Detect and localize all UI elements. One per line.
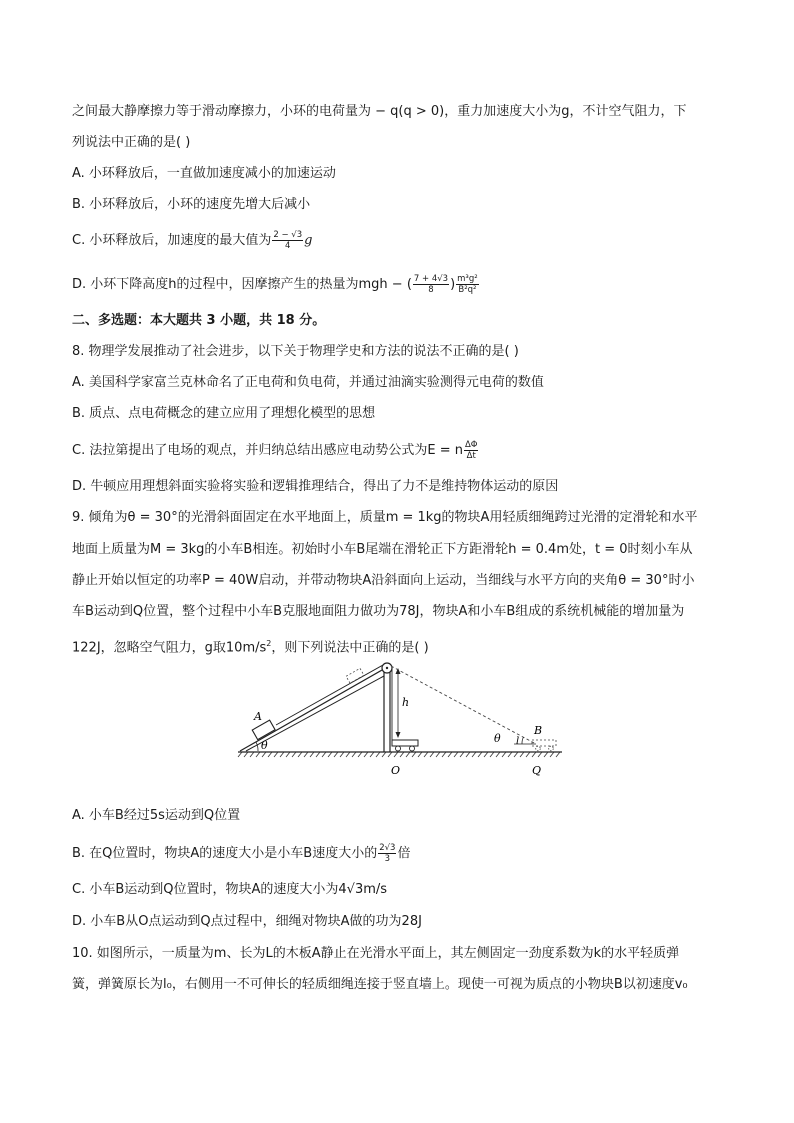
pulley-axle bbox=[386, 667, 388, 669]
q9-stem-line5-text: 122J，忽略空气阻力，g取10m/s bbox=[72, 640, 267, 656]
q10-stem-line1: 10. 如图所示，一质量为m、长为L的木板A静止在光滑水平面上，其左侧固定一劲度系数为k的水平轻质弹 bbox=[72, 946, 680, 961]
q9-option-d: D. 小车B从O点运动到Q点过程中，细绳对物块A做的功为28J bbox=[72, 914, 422, 929]
q7-stem-line2: 列说法中正确的是( ) bbox=[72, 135, 191, 150]
q9-stem-line5 bbox=[72, 634, 732, 658]
fraction-denominator: 8 bbox=[428, 285, 434, 295]
label-theta-rope: θ bbox=[494, 732, 501, 745]
incline-angle-arc bbox=[256, 742, 258, 751]
q8-option-c-text: C. 法拉第提出了电场的观点，并归纳总结出感应电动势公式为E = n bbox=[72, 443, 463, 458]
q7-option-c bbox=[72, 230, 732, 251]
q8-option-b: B. 质点、点电荷概念的建立应用了理想化模型的思想 bbox=[72, 406, 376, 421]
q9-option-b-tail: 倍 bbox=[397, 846, 411, 861]
incline-pulley-figure bbox=[236, 656, 566, 776]
fraction-denominator: Δt bbox=[466, 451, 476, 461]
fraction-numerator: m³g² bbox=[457, 274, 478, 284]
q7-stem-line1: 之间最大静摩擦力等于滑动摩擦力，小环的电荷量为 − q(q > 0)，重力加速度大小为g，不计空气阻力，下 bbox=[72, 104, 687, 119]
q10-stem-line2: 簧，弹簧原长为l₀，右侧用一不可伸长的轻质细绳连接于竖直墙上。现使一可视为质点的小物块B以初速度v₀ bbox=[72, 977, 688, 992]
cart-wheel bbox=[410, 746, 415, 751]
rope-to-q-dashed bbox=[391, 666, 536, 744]
label-h: h bbox=[402, 696, 410, 709]
q9-option-b-text: B. 在Q位置时，物块A的速度大小是小车B速度大小的 bbox=[72, 846, 378, 861]
cart-b-initial bbox=[392, 740, 418, 746]
fraction-numerator: 7 + 4√3 bbox=[413, 274, 449, 284]
q9-stem-line3: 静止开始以恒定的功率P = 40W启动，并带动物块A沿斜面向上运动，当细线与水平方向的夹角θ = 30°时小 bbox=[72, 573, 695, 588]
q7-option-d-paren: ) bbox=[450, 277, 456, 292]
label-b: B bbox=[534, 724, 543, 737]
q9-stem-line2: 地面上质量为M = 3kg的小车B相连。初始时小车B尾端在滑轮正下方距滑轮h = 0.4m处，t = 0时刻小车从 bbox=[72, 542, 693, 557]
q7-option-b: B. 小环释放后，小环的速度先增大后减小 bbox=[72, 197, 311, 212]
q7-option-d bbox=[72, 274, 732, 295]
q7-option-c-unit: g bbox=[304, 233, 313, 248]
q9-option-c: C. 小车B运动到Q位置时，物块A的速度大小为4√3m/s bbox=[72, 882, 388, 897]
q9-stem-line4: 车B运动到Q位置，整个过程中小车B克服地面阻力做功为78J，物块A和小车B组成的系统机械能的增加量为 bbox=[72, 604, 685, 619]
fraction-denominator: B²q² bbox=[458, 285, 477, 295]
section-heading: 二、多选题：本大题共 3 小题，共 18 分。 bbox=[72, 313, 326, 328]
rope-angle-arc bbox=[522, 737, 524, 744]
rope-incline bbox=[276, 665, 383, 725]
cart-b-final bbox=[532, 740, 556, 746]
q9-option-b bbox=[72, 843, 732, 864]
q8-option-c bbox=[72, 440, 732, 461]
cart-wheel-dashed bbox=[549, 746, 554, 751]
label-o: O bbox=[391, 764, 401, 776]
q9-stem-line5-exponent: 2 bbox=[266, 639, 272, 648]
fraction-numerator: ΔΦ bbox=[464, 440, 478, 450]
height-arrow-head-down bbox=[396, 732, 401, 738]
fraction-numerator: 2 − √3 bbox=[273, 230, 303, 240]
label-theta-incline: θ bbox=[261, 739, 268, 752]
q9-option-a: A. 小车B经过5s运动到Q位置 bbox=[72, 808, 241, 823]
q8-option-d: D. 牛顿应用理想斜面实验将实验和逻辑推理结合，得出了力不是维持物体运动的原因 bbox=[72, 479, 559, 494]
cart-wheel bbox=[396, 746, 401, 751]
q8-option-c-fraction bbox=[464, 440, 479, 461]
label-l: l bbox=[516, 736, 520, 747]
q8-option-a: A. 美国科学家富兰克林命名了正电荷和负电荷，并通过油滴实验测得元电荷的数值 bbox=[72, 375, 544, 390]
label-a: A bbox=[254, 710, 262, 723]
q7-option-d-fraction-2 bbox=[456, 274, 479, 295]
fraction-denominator: 4 bbox=[285, 241, 291, 251]
q9-option-b-fraction bbox=[378, 843, 396, 864]
q9-stem-line5-tail: ，则下列说法中正确的是( ) bbox=[271, 640, 429, 656]
q8-stem: 8. 物理学发展推动了社会进步，以下关于物理学史和方法的说法不正确的是( ) bbox=[72, 344, 519, 359]
q7-option-d-fraction-1 bbox=[413, 274, 449, 295]
q7-option-c-fraction bbox=[272, 230, 303, 251]
q7-option-a: A. 小环释放后，一直做加速度减小的加速运动 bbox=[72, 166, 336, 181]
q7-option-d-text: D. 小环下降高度h的过程中，因摩擦产生的热量为mgh − ( bbox=[72, 277, 412, 292]
fraction-numerator: 2√3 bbox=[379, 843, 396, 853]
fraction-denominator: 3 bbox=[384, 854, 391, 864]
q7-option-c-text: C. 小环释放后，加速度的最大值为 bbox=[72, 233, 272, 248]
cart-wheel-dashed bbox=[536, 746, 541, 751]
q9-stem-line1: 9. 倾角为θ = 30°的光滑斜面固定在水平地面上，质量m = 1kg的物块A用轻质细绳跨过光滑的定滑轮和水平 bbox=[72, 510, 698, 525]
ground-hatching bbox=[238, 752, 560, 757]
label-q: Q bbox=[532, 764, 542, 776]
